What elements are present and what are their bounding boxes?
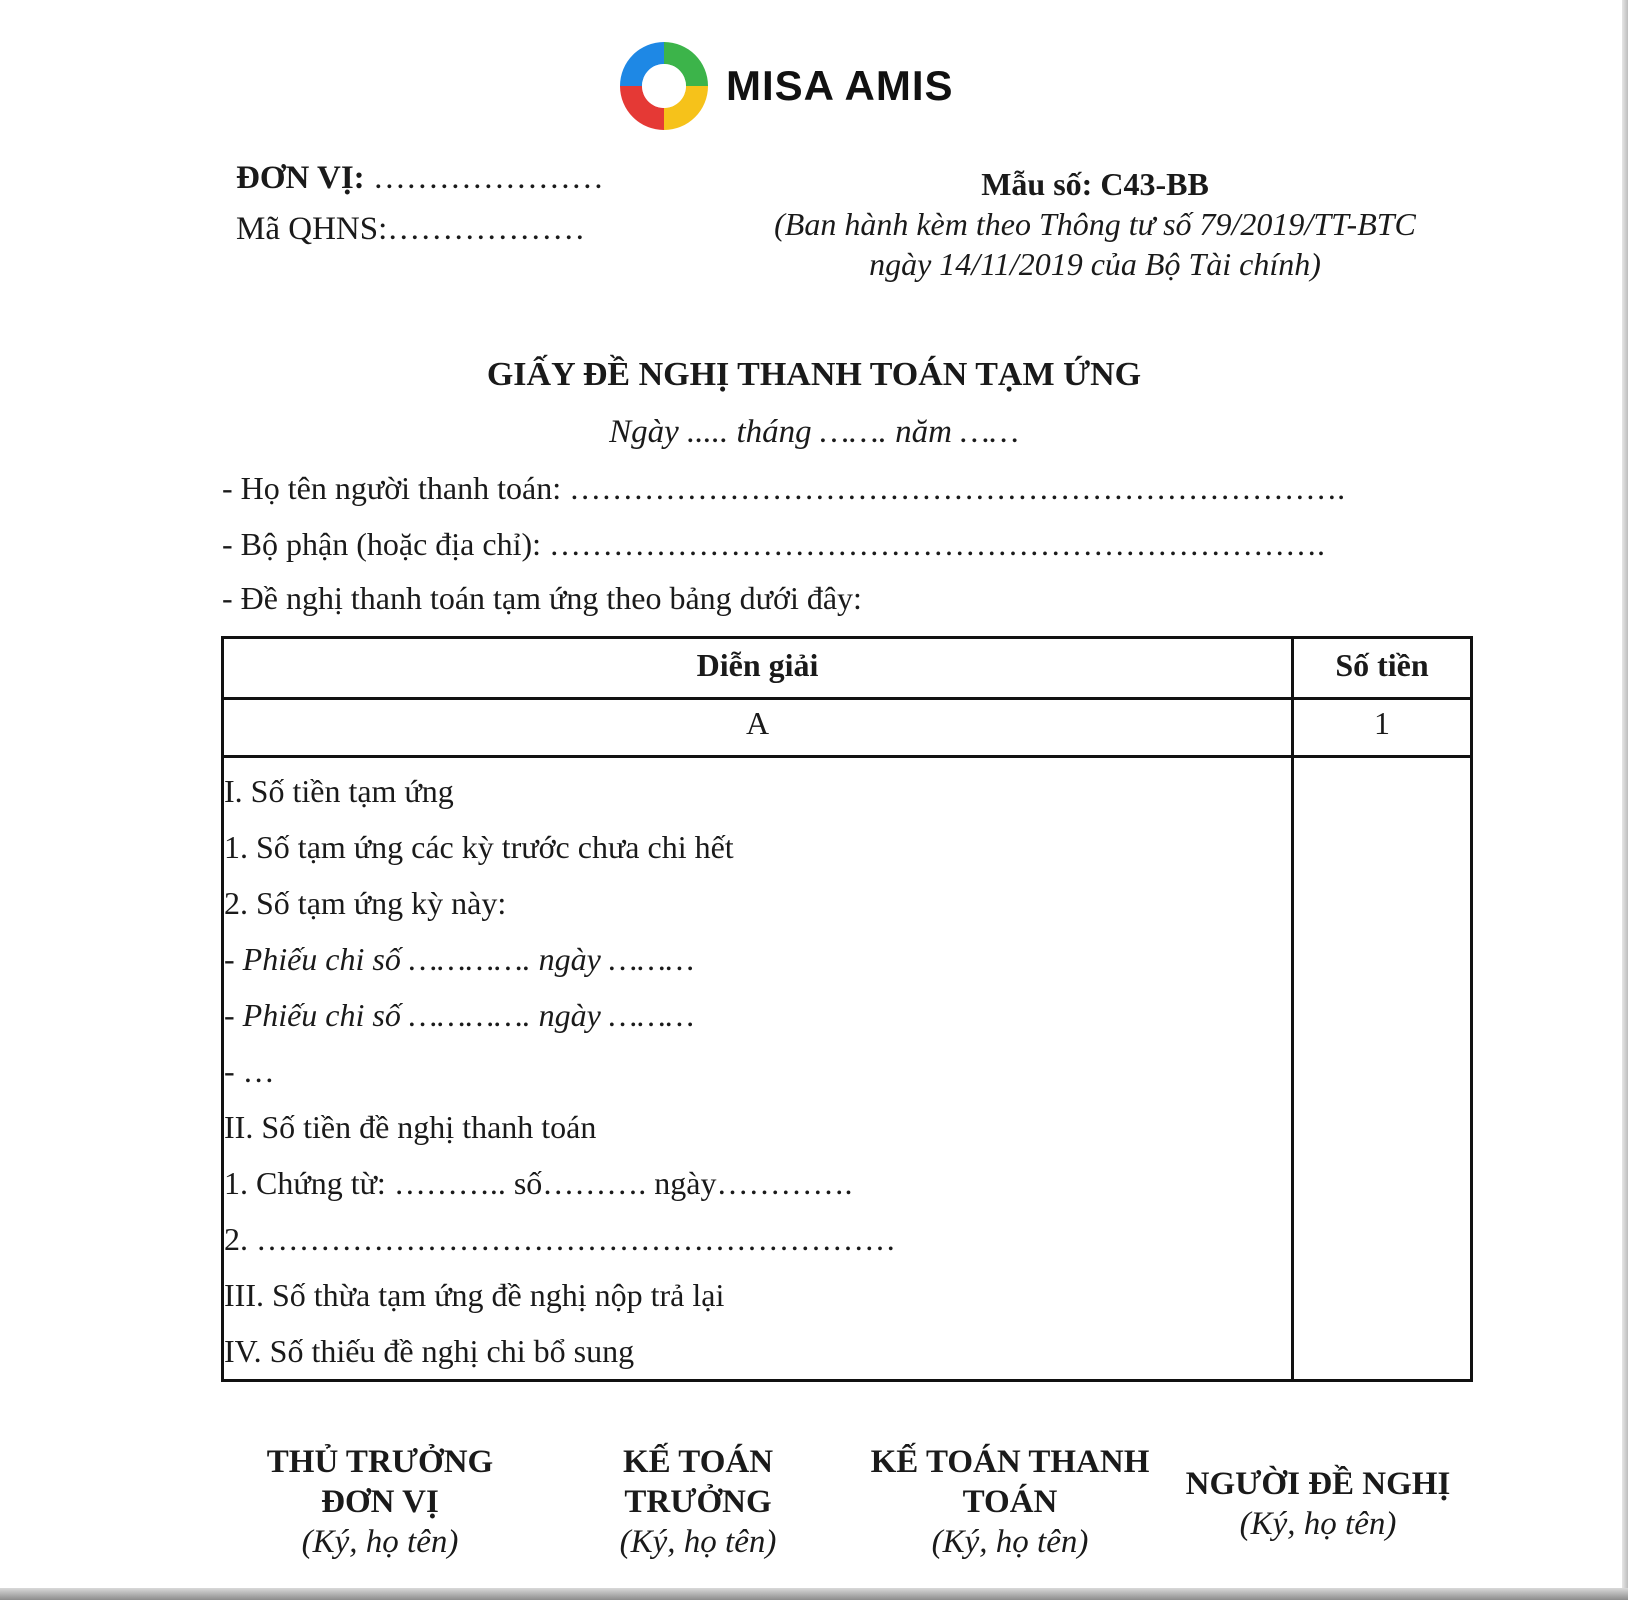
form-number: Mẫu số: C43-BB	[981, 166, 1209, 202]
document-title: GIẤY ĐỀ NGHỊ THANH TOÁN TẠM ỨNG	[486, 356, 1142, 393]
date-line: Ngày ..... tháng ……. năm ……	[609, 414, 1019, 450]
signature-head-of-unit	[230, 1442, 530, 1562]
page-edge-bottom	[0, 1588, 1628, 1600]
signature-chief-accountant	[548, 1442, 848, 1562]
column-code-1: 1	[1374, 705, 1390, 741]
row-dash: -	[224, 997, 243, 1033]
receipt-number-dots: ………….	[400, 997, 531, 1033]
misa-swirl-logo-icon	[616, 38, 712, 134]
receipt-label: Phiếu chi số	[242, 941, 401, 977]
table-row: 2. ……………………………………………………	[224, 1221, 896, 1257]
column-divider	[1291, 639, 1294, 1379]
form-info	[720, 164, 1470, 284]
signature-role: THỦ TRƯỞNG	[266, 1444, 494, 1480]
table-rows	[224, 763, 896, 1379]
receipt-label: Phiếu chi số	[242, 997, 401, 1033]
signature-note: (Ký, họ tên)	[301, 1524, 459, 1560]
signature-note: (Ký, họ tên)	[619, 1524, 777, 1560]
department-field: - Bộ phận (hoặc địa chỉ): ……………………………………………………………….	[222, 526, 1325, 562]
unit-label: ĐƠN VỊ:	[236, 160, 365, 196]
row-dash: -	[224, 941, 243, 977]
qhns-label: Mã QHNS:	[236, 211, 388, 247]
issued-line-2: ngày 14/11/2019 của Bộ Tài chính)	[869, 246, 1321, 282]
receipt-date-dots: ………	[600, 941, 695, 977]
table-row	[224, 987, 896, 1043]
qhns-line	[236, 211, 604, 248]
unit-value: …………………	[364, 160, 604, 196]
brand-name: MISA AMIS	[726, 62, 954, 109]
table-row: 2. Số tạm ứng kỳ này:	[224, 885, 507, 921]
signature-role: TOÁN	[962, 1484, 1058, 1520]
request-line: - Đề nghị thanh toán tạm ứng theo bảng dưới đây:	[222, 580, 862, 616]
signature-role: KẾ TOÁN	[622, 1444, 774, 1480]
issued-line-1: (Ban hành kèm theo Thông tư số 79/2019/TT-BTC	[774, 206, 1416, 242]
column-code-a: A	[745, 705, 770, 741]
payment-table	[221, 636, 1473, 1382]
header-divider	[224, 697, 1470, 700]
brand-logo	[616, 36, 954, 136]
column-header-description: Diễn giải	[696, 647, 819, 683]
table-row: 1. Chứng từ: ……….. số………. ngày………….	[224, 1165, 853, 1201]
unit-line	[236, 160, 604, 197]
signature-note: (Ký, họ tên)	[1239, 1506, 1397, 1542]
table-row: 1. Số tạm ứng các kỳ trước chưa chi hết	[224, 829, 734, 865]
table-row	[224, 931, 896, 987]
qhns-value: ………………	[387, 211, 586, 247]
table-row: II. Số tiền đề nghị thanh toán	[224, 1109, 597, 1145]
signature-role: ĐƠN VỊ	[321, 1484, 439, 1520]
receipt-date-dots: ………	[600, 997, 695, 1033]
column-header-amount: Số tiền	[1335, 647, 1429, 683]
page-edge-right	[1622, 0, 1628, 1600]
unit-info	[236, 160, 604, 248]
signature-note: (Ký, họ tên)	[931, 1524, 1089, 1560]
table-row: III. Số thừa tạm ứng đề nghị nộp trả lại	[224, 1277, 725, 1313]
signature-payment-accountant	[850, 1442, 1170, 1562]
table-row: - …	[224, 1053, 275, 1089]
signature-role: TRƯỞNG	[624, 1484, 772, 1520]
signature-requester	[1168, 1464, 1468, 1544]
receipt-date-label: ngày	[530, 941, 601, 977]
table-row: IV. Số thiếu đề nghị chi bổ sung	[224, 1333, 635, 1369]
receipt-date-label: ngày	[530, 997, 601, 1033]
payer-field: - Họ tên người thanh toán: ……………………………………………………………….	[222, 470, 1346, 506]
code-divider	[224, 755, 1470, 758]
table-row: I. Số tiền tạm ứng	[224, 773, 454, 809]
receipt-number-dots: ………….	[400, 941, 531, 977]
signature-role: KẾ TOÁN THANH	[870, 1444, 1150, 1480]
signature-role: NGƯỜI ĐỀ NGHỊ	[1185, 1466, 1451, 1502]
